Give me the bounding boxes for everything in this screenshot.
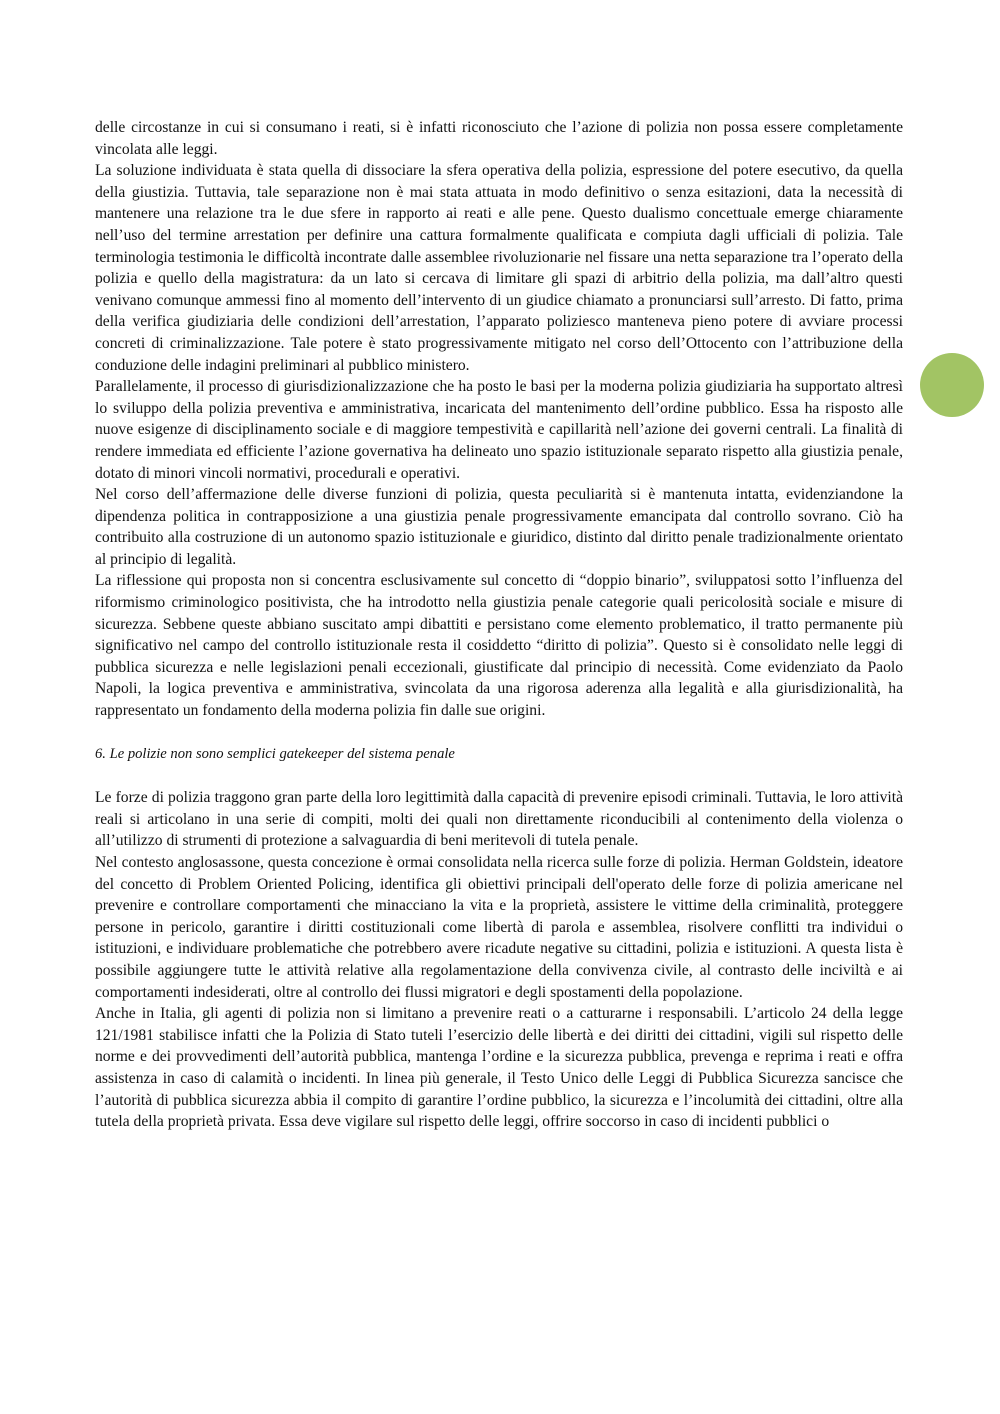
paragraph-2: La soluzione individuata è stata quella di dissociare la sfera operativa della polizia, espressione del potere esecutivo, da quella della giustizia. Tuttavia, tale separazione non è mai stata attuata in modo definitivo o senza esitazioni, data la necessità di mantenere una relazione tra le due sfere in rapporto ai reati e alle pene. Questo dualismo concettuale emerge chiaramente nell’uso del termine arrestation per definire una cattura formalmente qualificata e compiuta dagli ufficiali di polizia. Tale terminologia testimonia le difficoltà incontrate dalle assemblee rivoluzionarie nel fissare una netta separazione tra l’operato della polizia e quello della magistratura: da un lato si cercava di limitare gli spazi di arbitrio della polizia, ma dall’altro questi venivano comunque ammessi fino al momento dell’intervento di un giudice chiamato a pronunciarsi sull’arresto. Di fatto, prima della verifica giudiziaria delle condizioni dell’arrestation, l’apparato poliziesco manteneva pieno potere di avviare processi concreti di criminalizzazione. Tale potere è stato progressivamente mitigato nel corso dell’Ottocento con l’attribuzione della conduzione delle indagini preliminari al pubblico ministero.	[95, 162, 903, 374]
paragraph-4: Nel corso dell’affermazione delle diverse funzioni di polizia, questa peculiarità si è mantenuta intatta, evidenziandone la dipendenza politica in contrapposizione a una giustizia penale progressivamente emancipata dal controllo sovrano. Ciò ha contribuito alla costruzione di un autonomo spazio istituzionale e giuridico, distinto dal diritto penale tradizionalmente orientato al principio di legalità.	[95, 486, 903, 568]
paragraph-8: Anche in Italia, gli agenti di polizia non si limitano a prevenire reati o a catturarne i responsabili. L’articolo 24 della legge 121/1981 stabilisce infatti che la Polizia di Stato tuteli l’esercizio delle libertà e dei diritti dei cittadini, vigili sul rispetto delle norme e dei provvedimenti dell’autorità pubblica, mantenga l’ordine e la sicurezza pubblica, prevenga e reprima i reati e offra assistenza in caso di calamità o incidenti. In linea più generale, il Testo Unico delle Leggi di Pubblica Sicurezza sancisce che l’autorità di pubblica sicurezza abbia il compito di garantire l’ordine pubblico, la sicurezza e l’incolumità dei cittadini, oltre alla tutela della proprietà privata. Essa deve vigilare sul rispetto delle leggi, offrire soccorso in caso di incidenti pubblici o	[95, 1005, 903, 1131]
margin-decoration-dot	[920, 353, 984, 417]
paragraph-7: Nel contesto anglosassone, questa concezione è ormai consolidata nella ricerca sulle forze di polizia. Herman Goldstein, ideatore del concetto di Problem Oriented Policing, identifica gli obiettivi principali dell'operato delle forze di polizia americane nel prevenire e controllare comportamenti che minacciano la vita e la proprietà, assistere le vittime della criminalità, proteggere persone in pericolo, garantire i diritti costituzionali come libertà di parola e assemblea, risolvere conflitti tra individui o istituzioni, e individuare problematiche che potrebbero avere ricadute negative su cittadini, polizia e istituzioni. A questa lista è possibile aggiungere tutte le attività relative alla regolamentazione della convivenza civile, al contrasto delle inciviltà e ai comportamenti indesiderati, oltre al controllo dei flussi migratori e degli spostamenti della popolazione.	[95, 854, 903, 1001]
document-body	[95, 117, 903, 1133]
paragraph-3: Parallelamente, il processo di giurisdizionalizzazione che ha posto le basi per la moderna polizia giudiziaria ha supportato altresì lo sviluppo della polizia preventiva e amministrativa, incaricata del mantenimento dell’ordine pubblico. Essa ha risposto alle nuove esigenze di disciplinamento sociale e di maggiore tempestività e capillarità nell’azione dei governi centrali. La finalità di rendere immediata ed efficiente l’azione governativa ha delineato uno spazio istituzionale separato rispetto alla giustizia penale, dotato di minori vincoli normativi, procedurali e operativi.	[95, 378, 903, 482]
paragraph-1: delle circostanze in cui si consumano i reati, si è infatti riconosciuto che l’azione di polizia non possa essere completamente vincolata alle leggi.	[95, 119, 903, 158]
paragraph-5: La riflessione qui proposta non si concentra esclusivamente sul concetto di “doppio binario”, sviluppatosi sotto l’influenza del riformismo criminologico positivista, che ha introdotto nella giustizia penale categorie quali pericolosità sociale e misure di sicurezza. Sebbene queste abbiano suscitato ampi dibattiti e persistano come elemento problematico, il tratto permanente più significativo nel campo del controllo istituzionale resta il cosiddetto “diritto di polizia”. Questo si è consolidato nelle leggi di pubblica sicurezza e nelle legislazioni penali eccezionali, giustificate dal principio di necessità. Come evidenziato da Paolo Napoli, la logica preventiva e amministrativa, svincolata da una rigorosa aderenza alla legalità e alla giurisdizionalità, ha rappresentato un fondamento della moderna polizia fin dalle sue origini.	[95, 572, 903, 720]
section-heading: 6. Le polizie non sono semplici gatekeeper del sistema penale	[95, 745, 455, 762]
paragraph-6: Le forze di polizia traggono gran parte della loro legittimità dalla capacità di prevenire episodi criminali. Tuttavia, le loro attività reali si articolano in una serie di compiti, molti dei quali non direttamente riconducibili al contenimento della violenza o all’utilizzo di strumenti di protezione a salvaguardia di beni meritevoli di tutela penale.	[95, 789, 903, 850]
